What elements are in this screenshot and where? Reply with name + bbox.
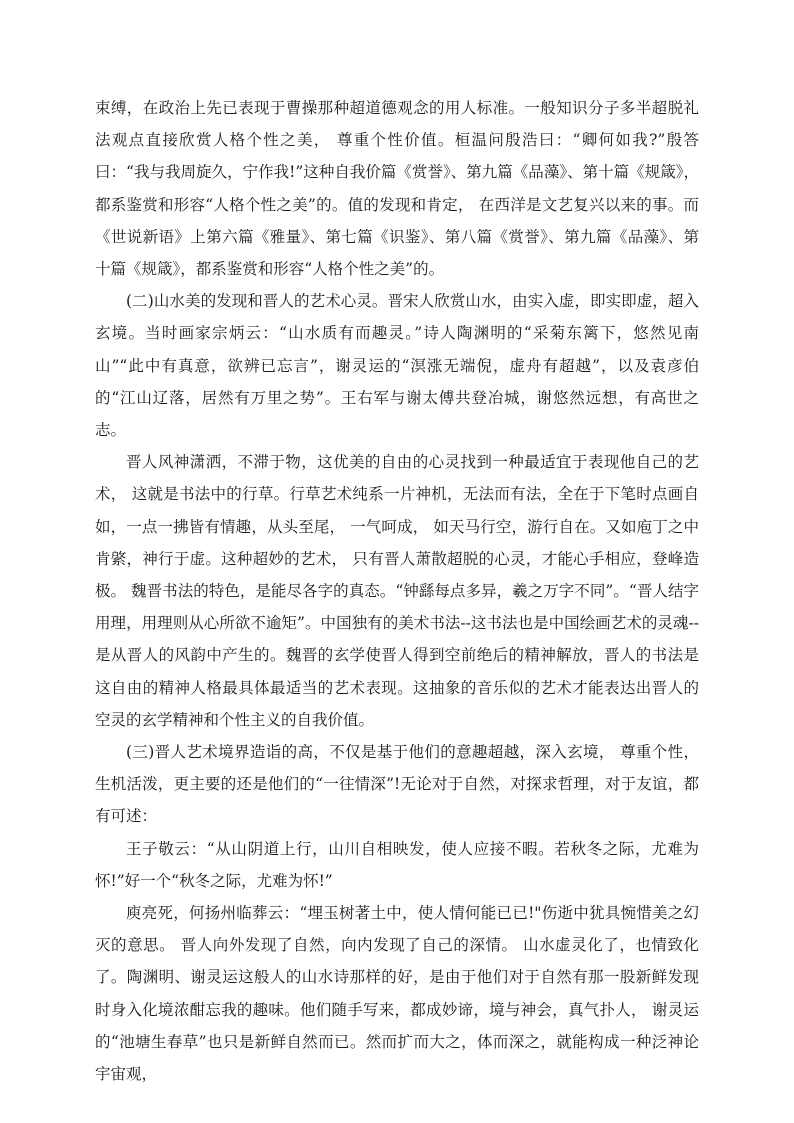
body-text [95, 92, 699, 1090]
paragraph-2: (二)山水美的发现和晋人的艺术心灵。晋宋人欣赏山水，由实入虚，即实即虚，超入玄境。当时画家宗炳云：“山水质有而趣灵。”诗人陶渊明的“采菊东篱下，悠然见南山”“此中有真意，欲辨已忘言”，谢灵运的“溟涨无端倪，虚舟有超越”，以及袁彦伯的“江山辽落，居然有万里之势”。王右军与谢太傅共登冶城，谢悠然远想，有高世之志。 [95, 292, 699, 440]
paragraph-3: 晋人风神潇洒，不滞于物，这优美的自由的心灵找到一种最适宜于表现他自己的艺术， 这就是书法中的行草。行草艺术纯系一片神机，无法而有法，全在于下笔时点画自如，一点一拂皆有情趣，从头至尾， 一气呵成， 如天马行空，游行自在。又如庖丁之中肯綮，神行于虚。这种超妙的艺术， 只有晋人萧散超脱的心灵，才能心手相应，登峰造极。 魏晋书法的特色，是能尽各字的真态。“钟繇每点多异，羲之万字不同”。“晋人结字用理，用理则从心所欲不逾矩”。中国独有的美术书法--这书法也是中国绘画艺术的灵魂--是从晋人的风韵中产生的。魏晋的玄学使晋人得到空前绝后的精神解放，晋人的书法是这自由的精神人格最具体最适当的艺术表现。这抽象的音乐似的艺术才能表达出晋人的空灵的玄学精神和个性主义的自我价值。 [95, 453, 699, 729]
paragraph-5: 王子敬云：“从山阴道上行，山川自相映发，使人应接不暇。若秋冬之际，尤难为怀!”好一个“秋冬之际，尤难为怀!” [95, 839, 699, 890]
paragraph-1: 束缚，在政治上先已表现于曹操那种超道德观念的用人标准。一般知识分子多半超脱礼法观点直接欣赏人格个性之美， 尊重个性价值。桓温问殷浩曰：“卿何如我?”殷答曰：“我与我周旋久，宁作我!”这种自我价篇《赏誉》、第九篇《品藻》、第十篇《规箴》，都系鉴赏和形容“人格个性之美”的。值的发现和肯定， 在西洋是文艺复兴以来的事。而《世说新语》上第六篇《雅量》、第七篇《识鉴》、第八篇《赏誉》、第九篇《品藻》、第十篇《规箴》，都系鉴赏和形容“人格个性之美”的。 [95, 99, 699, 279]
paragraph-4: (三)晋人艺术境界造诣的高，不仅是基于他们的意趣超越，深入玄境， 尊重个性，生机活泼，更主要的还是他们的“一往情深”!无论对于自然，对探求哲理，对于友谊，都有可述： [95, 743, 699, 826]
paragraph-6: 庾亮死，何扬州临葬云：“埋玉树著土中，使人情何能已已!"伤逝中犹具惋惜美之幻灭的意思。 晋人向外发现了自然，向内发现了自己的深情。 山水虚灵化了，也情致化了。陶渊明、谢灵运这般人的山水诗那样的好，是由于他们对于自然有那一股新鲜发现时身入化境浓酣忘我的趣味。他们随手写来，都成妙谛，境与神会，真气扑人， 谢灵运的“池塘生春草”也只是新鲜自然而已。然而扩而大之，体而深之，就能构成一种泛神论宇宙观， [95, 904, 699, 1084]
